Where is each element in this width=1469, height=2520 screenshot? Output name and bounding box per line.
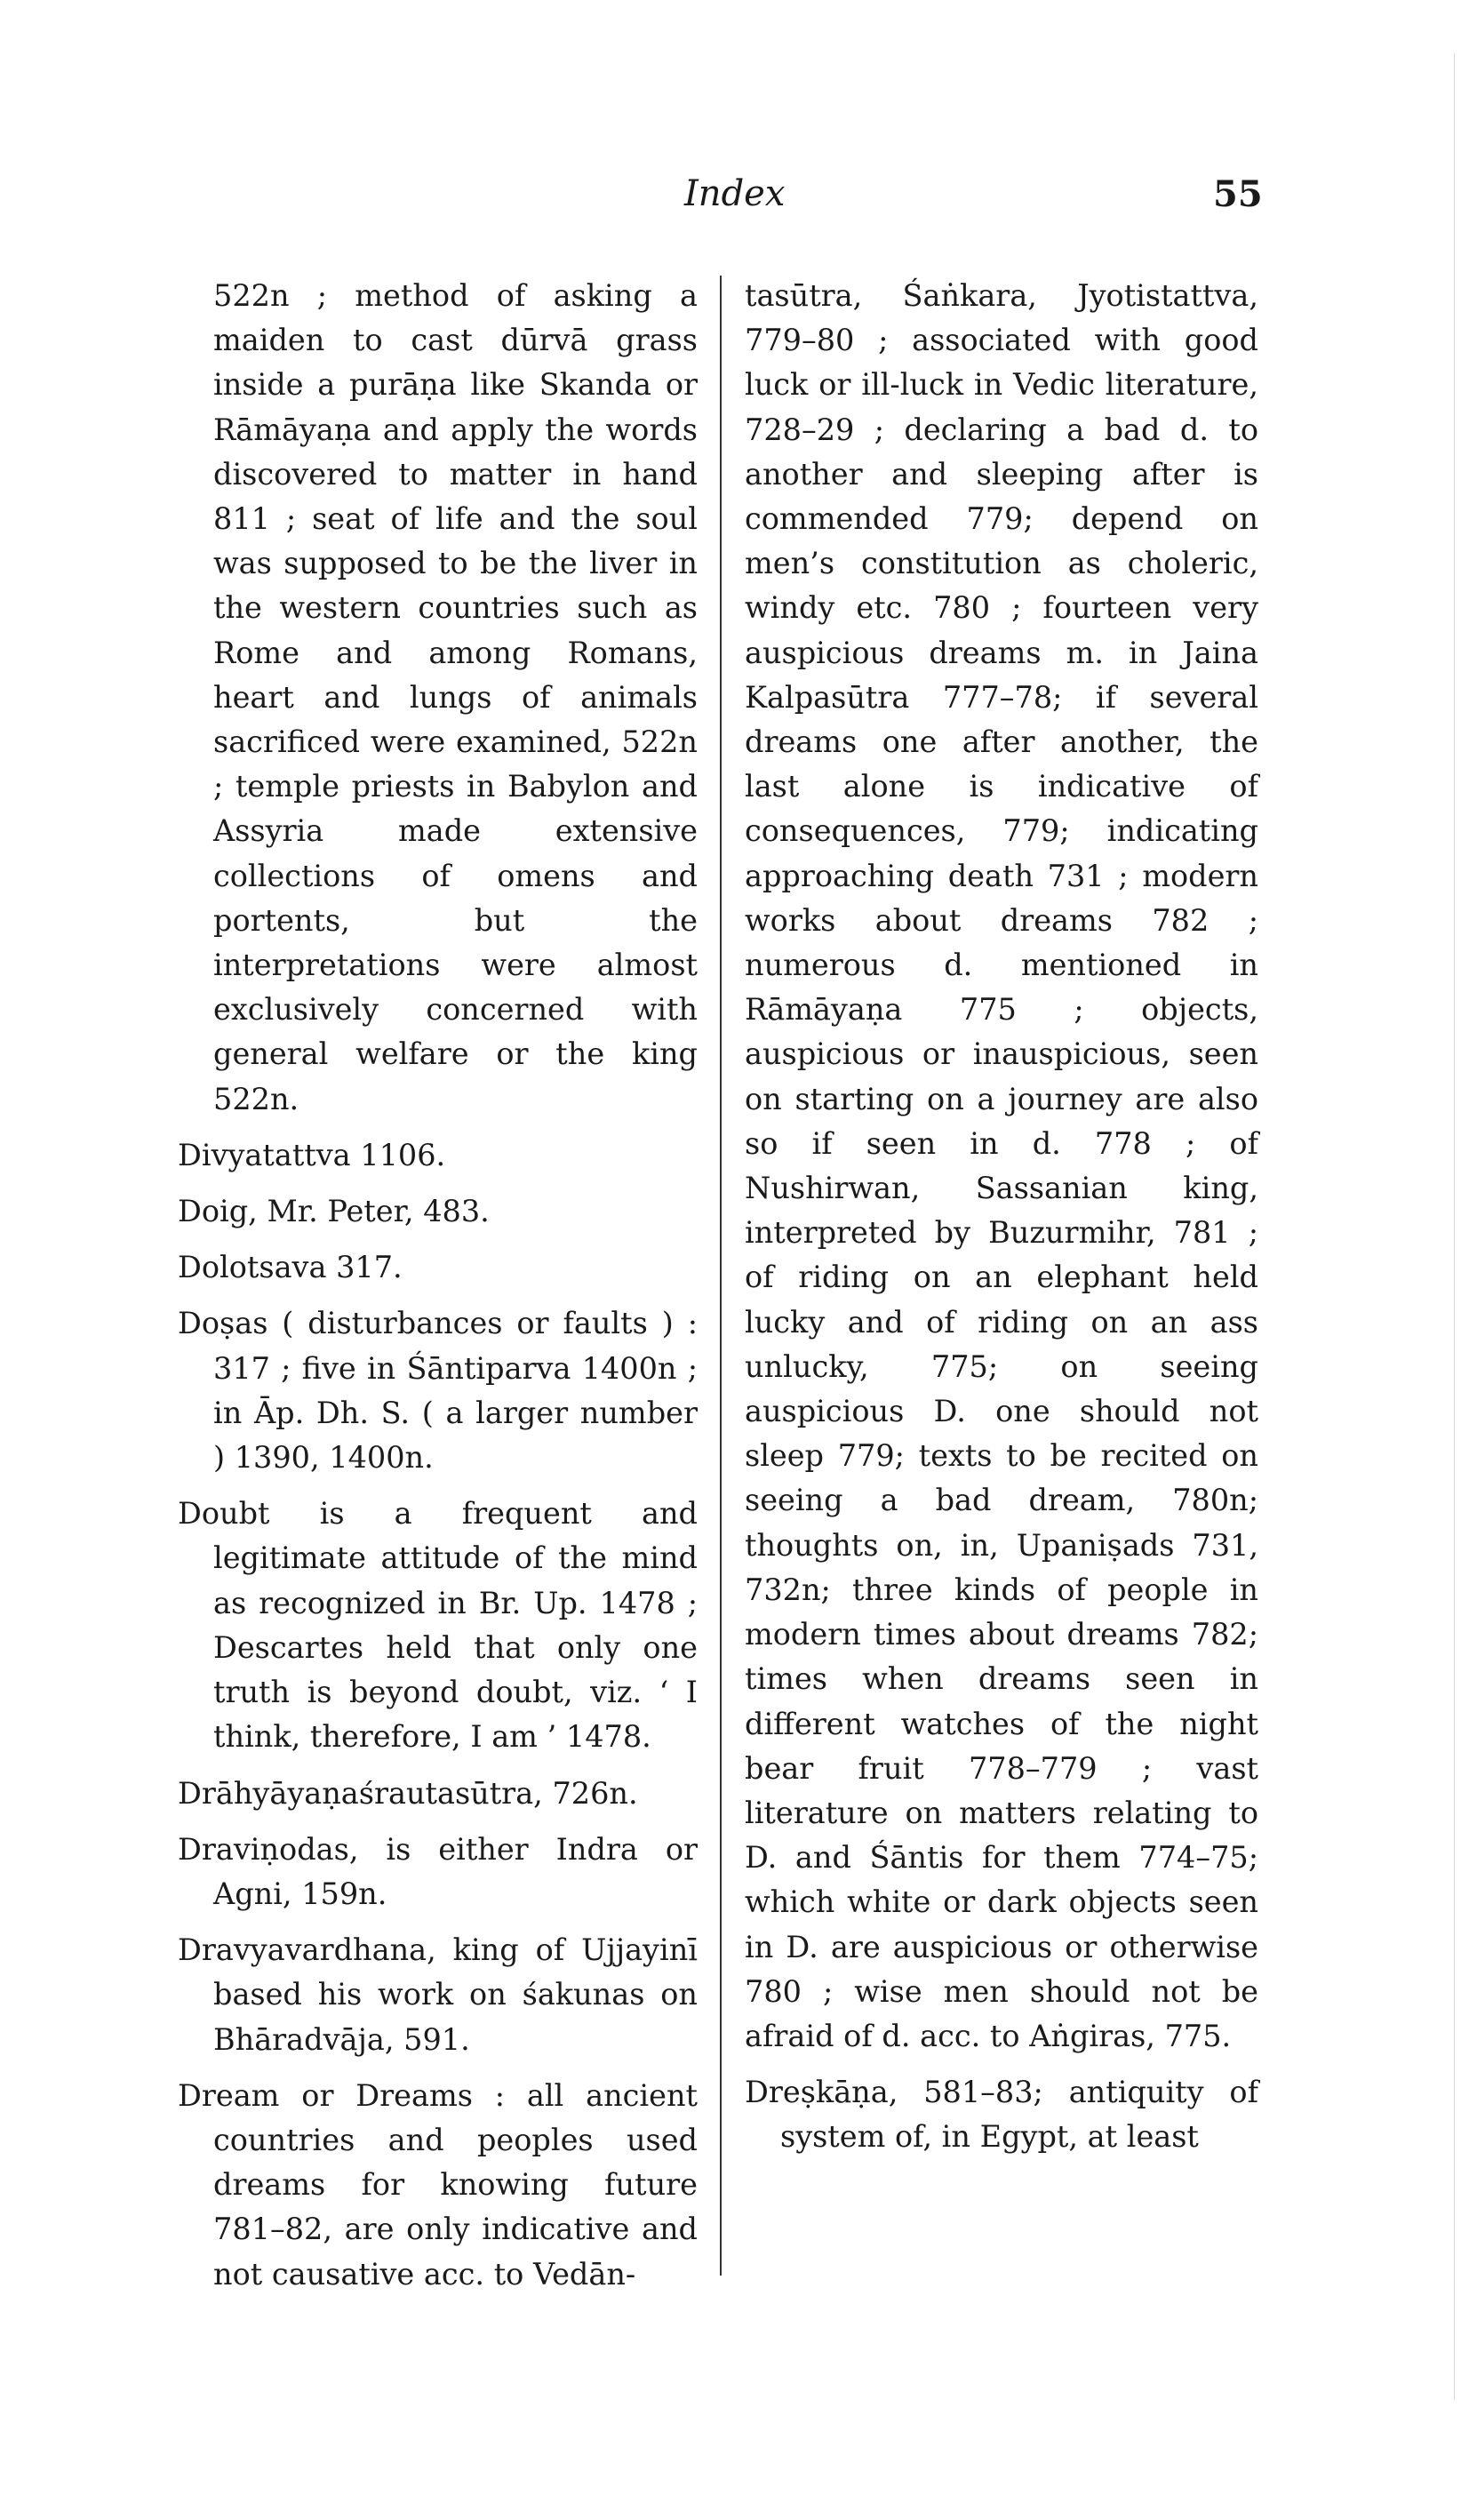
index-entry-continuation: 522n ; method of asking a maiden to cast dūrvā grass inside a purāṇa like Skanda or Rāmāyaṇa and apply the words discovered to matter in hand 811 ; seat of life and the soul was supposed to be the liver in the western countries such as Rome and among Romans, heart and lungs of animals sacrificed were examined, 522n ; temple priests in Babylon and Assyria made extensive collections of omens and portents, but the interpretations were almost exclusively concerned with general welfare or the king 522n. (213, 278, 698, 1116)
right-column (745, 274, 1258, 2172)
index-entry: Divyatattva 1106. (178, 1137, 446, 1172)
index-entry: Doubt is a frequent and legitimate attitude of the mind as recognized in Br. Up. 1478 ; Descartes held that only one truth is beyond doubt, viz. ‘ I think, therefore, I am ’ 1478. (178, 1496, 698, 1755)
column-divider (720, 276, 722, 2276)
index-entry: Draviṇodas, is either Indra or Agni, 159n. (178, 1831, 698, 1911)
index-entry: Dream or Dreams : all ancient countries and peoples used dreams for knowing future 781–82, are only indicative and not causative acc. to Vedān- (178, 2077, 698, 2292)
index-entry: Doṣas ( disturbances or faults ) : 317 ; five in Śāntiparva 1400n ; in Āp. Dh. S. ( a larger number ) 1390, 1400n. (178, 1306, 698, 1476)
page-title: Index (684, 173, 786, 214)
index-entry: Dolotsava 317. (178, 1250, 403, 1285)
index-entry: Drāhyāyaṇaśrautasūtra, 726n. (178, 1775, 638, 1811)
index-entry: Dreṣkāṇa, 581–83; antiquity of system of, in Egypt, at least (745, 2075, 1258, 2155)
index-entry: Doig, Mr. Peter, 483. (178, 1194, 490, 1229)
page-number: 55 (1213, 173, 1263, 215)
margin-rule (1454, 53, 1455, 2400)
index-entry: Dravyavardhana, king of Ujjayinī based his work on śakunas on Bhāradvāja, 591. (178, 1932, 698, 2057)
left-column (178, 274, 698, 2308)
running-head (0, 173, 1469, 227)
index-entry-continuation: tasūtra, Śaṅkara, Jyotistattva, 779–80 ; associated with good luck or ill-luck in Vedic literature, 728–29 ; declaring a bad d. to another and sleeping after is commended 779; depend on men’s constitution as choleric, windy etc. 780 ; fourteen very auspicious dreams m. in Jaina Kalpasūtra 777–78; if several dreams one after another, the last alone is indicative of consequences, 779; indicating approaching death 731 ; modern works about dreams 782 ; numerous d. mentioned in Rāmāyaṇa 775 ; objects, auspicious or inauspicious, seen on starting on a journey are also so if seen in d. 778 ; of Nushirwan, Sassanian king, interpreted by Buzurmihr, 781 ; of riding on an elephant held lucky and of riding on an ass unlucky, 775; on seeing auspicious D. one should not sleep 779; texts to be recited on seeing a bad dream, 780n; thoughts on, in, Upaniṣads 731, 732n; three kinds of people in modern times about dreams 782; times when dreams seen in different watches of the night bear fruit 778–779 ; vast literature on matters relating to D. and Śāntis for them 774–75; which white or dark objects seen in D. are auspicious or otherwise 780 ; wise men should not be afraid of d. acc. to Aṅgiras, 775. (745, 278, 1258, 2053)
